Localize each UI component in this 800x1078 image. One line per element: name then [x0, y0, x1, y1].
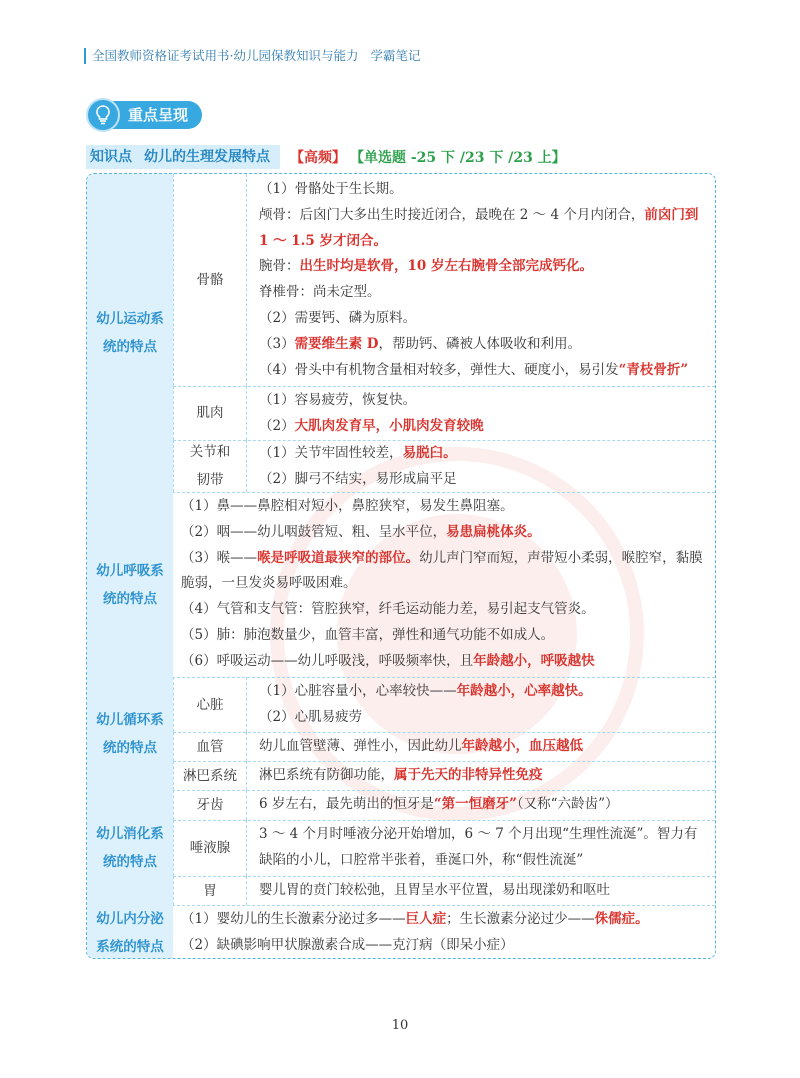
- text-line: [259, 441, 705, 467]
- sub-stomach: [173, 876, 247, 905]
- sub-vessel: [173, 732, 247, 761]
- joint-line-1b: 易脱臼。: [402, 445, 457, 461]
- text-line: [181, 597, 705, 623]
- text-line: [259, 734, 705, 760]
- lymph-line-a: 淋巴系统有防御功能，: [259, 767, 394, 783]
- section-title-label: 重点呈现: [108, 101, 202, 129]
- resp-line-5: （4）气管和支气管：管腔狭窄，纤毛运动能力差，易引起支气管炎。: [181, 601, 595, 618]
- resp-line-3c: 幼儿声门窄而短，声带短小柔弱，喉腔窄，黏膜: [419, 549, 703, 566]
- text-line: [259, 388, 705, 414]
- text-line: [181, 571, 705, 597]
- sub-vessel-label: 血管: [196, 738, 224, 755]
- category-circ: [87, 677, 173, 790]
- sub-teeth-label: 牙齿: [196, 797, 224, 813]
- sub-saliva-label: 唾液腺: [189, 840, 231, 856]
- sub-lymph: [173, 761, 247, 790]
- bone-line-8a: （4）骨头中有机物含量相对较多，弹性大、硬度小，易引发: [259, 361, 619, 378]
- knowledge-point-bar: [86, 145, 716, 169]
- circ-section: [87, 677, 715, 790]
- knowledge-tag: 知识点: [90, 149, 132, 165]
- muscle-line-2b: 大肌肉发育早，小肌肉发育较晚: [294, 417, 484, 434]
- teeth-line-b: “第一恒磨牙”: [433, 796, 517, 812]
- header-title: 全国教师资格证考试用书·幼儿园保教知识与能力: [92, 48, 359, 63]
- resp-line-2b: 易患扁桃体炎。: [446, 523, 541, 540]
- text-line: [259, 467, 705, 493]
- heart-line-1a: （1）心脏容量小，心率较快——: [259, 683, 457, 699]
- bone-line-3: 1 ～ 1.5 岁才闭合。: [259, 232, 387, 249]
- joint-line-2: （2）脚弓不结实，易形成扁平足: [259, 470, 457, 487]
- resp-line-3b: 喉是呼吸道最狭窄的部位。: [257, 549, 420, 566]
- text-line: [181, 494, 705, 520]
- lymph-content: [247, 763, 715, 789]
- text-line: [259, 177, 705, 203]
- text-line: [259, 848, 705, 874]
- resp-line-7a: （6）呼吸运动——幼儿呼吸浅，呼吸频率快，且: [181, 652, 474, 669]
- motor-section: [87, 174, 715, 492]
- header-subtitle: 学霸笔记: [370, 48, 421, 63]
- text-line: [259, 414, 705, 440]
- knowledge-point-label: [86, 145, 280, 169]
- bone-line-2a: 颅骨：后囟门大多出生时接近闭合，最晚在 2 ～ 4 个月内闭合，: [259, 206, 645, 223]
- teeth-line-a: 6 岁左右，最先萌出的恒牙是: [259, 796, 434, 812]
- saliva-line-1: 3 ～ 4 个月时唾液分泌开始增加，6 ～ 7 个月出现“生理性流涎”。智力有: [259, 826, 698, 842]
- vessel-content: [247, 734, 715, 760]
- text-line: [181, 933, 705, 959]
- bone-line-6: （2）需要钙、磷为原料。: [259, 309, 417, 326]
- text-line: [181, 649, 705, 675]
- resp-line-1: （1）鼻——鼻腔相对短小，鼻腔狭窄，易发生鼻阻塞。: [181, 498, 514, 514]
- category-resp-label: 幼儿呼吸系统的特点: [96, 562, 164, 607]
- joint-line-1a: （1）关节牢固性较差，: [259, 445, 403, 461]
- endo-content: [173, 907, 715, 959]
- sub-stomach-label: 胃: [203, 882, 217, 899]
- text-line: [259, 203, 705, 229]
- teeth-line-c: （又称“六龄齿”）: [516, 796, 619, 812]
- text-line: [181, 546, 705, 572]
- running-header: [84, 48, 421, 64]
- text-line: [181, 520, 705, 546]
- category-motor: [87, 174, 173, 492]
- endo-line-1c: ；生长激素分泌过少——: [446, 911, 595, 927]
- text-line: [259, 332, 705, 358]
- resp-content: [173, 494, 715, 675]
- muscle-content: [247, 388, 715, 440]
- bone-line-2b: 前囟门到: [644, 206, 699, 223]
- bone-line-5: 脊椎骨：尚未定型。: [259, 284, 381, 301]
- bone-line-7c: ，帮助钙、磷被人体吸收和利用。: [378, 335, 582, 352]
- joint-content: [247, 441, 715, 493]
- bone-line-8b: “青枝骨折”: [618, 361, 689, 378]
- exam-badge: 【单选题 -25 下 /23 下 /23 上】: [350, 150, 566, 166]
- lightbulb-icon: [86, 98, 120, 132]
- endo-line-2: （2）缺碘影响甲状腺激素合成——克汀病（即呆小症）: [181, 936, 514, 953]
- text-line: [259, 792, 705, 818]
- sub-heart: [173, 677, 247, 732]
- divider: [173, 820, 715, 821]
- heart-line-2: （2）心肌易疲劳: [259, 708, 363, 725]
- vessel-line-a: 幼儿血管壁薄、弹性小，因此幼儿: [259, 738, 462, 754]
- text-line: [259, 358, 705, 384]
- sub-joint-label-2: 韧带: [196, 472, 224, 488]
- resp-line-4: 脆弱，一旦发炎易呼吸困难。: [181, 575, 357, 592]
- heart-content: [247, 679, 715, 731]
- endo-line-1a: （1）婴幼儿的生长激素分泌过多——: [181, 911, 406, 927]
- sub-joint: [173, 440, 247, 492]
- endo-line-1d: 侏儒症。: [594, 911, 649, 927]
- category-digest: [87, 790, 173, 905]
- vessel-line-b: 年龄越小，血压越低: [461, 738, 583, 754]
- text-line: [259, 306, 705, 332]
- text-line: [259, 705, 705, 731]
- text-line: [181, 907, 705, 933]
- sub-bone-label: 骨骼: [196, 272, 224, 288]
- sub-saliva: [173, 820, 247, 876]
- digest-section: [87, 790, 715, 905]
- category-circ-label: 幼儿循环系统的特点: [96, 711, 164, 756]
- bone-content: [247, 177, 715, 383]
- resp-line-6: （5）肺：肺泡数量少，血管丰富，弹性和通气功能不如成人。: [181, 626, 555, 643]
- sub-teeth: [173, 790, 247, 820]
- sub-heart-label: 心脏: [196, 696, 224, 713]
- text-line: [181, 623, 705, 649]
- sub-muscle-label: 肌肉: [196, 405, 224, 421]
- endo-section: [87, 905, 715, 959]
- stomach-line-1: 婴儿胃的贲门较松弛，且胃呈水平位置，易出现漾奶和呕吐: [259, 882, 610, 898]
- category-motor-label: 幼儿运动系统的特点: [96, 311, 164, 355]
- saliva-content: [247, 822, 715, 874]
- divider: [173, 732, 715, 733]
- bone-line-1: （1）骨骼处于生长期。: [259, 181, 403, 197]
- category-digest-label: 幼儿消化系统的特点: [96, 825, 164, 870]
- endo-line-1b: 巨人症: [405, 911, 447, 927]
- resp-section: [87, 492, 715, 677]
- bone-line-4a: 腕骨：: [259, 258, 300, 275]
- lymph-line-b: 属于先天的非特异性免疫: [394, 767, 543, 783]
- saliva-line-2: 缺陷的小儿，口腔常半张着，垂涎口外，称“假性流涎”: [259, 851, 584, 868]
- divider: [173, 761, 715, 762]
- sub-bone: [173, 174, 247, 386]
- text-line: [259, 280, 705, 306]
- muscle-line-1: （1）容易疲劳，恢复快。: [259, 392, 417, 408]
- text-line: [259, 763, 705, 789]
- bone-line-7a: （3）: [259, 335, 295, 352]
- frequency-badge: 【高频】: [290, 150, 346, 166]
- text-line: [259, 254, 705, 280]
- category-endo-label: 幼儿内分泌系统的特点: [96, 910, 164, 955]
- teeth-content: [247, 792, 715, 818]
- page-number: 10: [391, 1018, 409, 1033]
- section-title: [86, 98, 202, 132]
- knowledge-name: 幼儿的生理发展特点: [144, 149, 270, 165]
- text-line: [259, 878, 705, 904]
- text-line: [259, 822, 705, 848]
- heart-line-1b: 年龄越小，心率越快。: [456, 683, 592, 699]
- bone-line-4b: 出生时均是软骨，10 岁左右腕骨全部完成钙化。: [299, 258, 593, 275]
- resp-line-2a: （2）咽——幼儿咽鼓管短、粗、呈水平位，: [181, 523, 447, 540]
- notes-table: [86, 173, 716, 959]
- resp-line-3a: （3）喉——: [181, 549, 258, 566]
- sub-muscle: [173, 386, 247, 440]
- category-endo: [87, 905, 173, 959]
- divider: [173, 876, 715, 877]
- bone-line-7b: 需要维生素 D: [294, 335, 379, 352]
- sub-lymph-label: 淋巴系统: [183, 767, 237, 784]
- sub-joint-label-1: 关节和: [189, 444, 231, 460]
- divider: [173, 386, 715, 387]
- muscle-line-2a: （2）: [259, 417, 295, 434]
- text-line: [259, 229, 705, 255]
- category-resp: [87, 492, 173, 677]
- resp-line-7b: 年龄越小，呼吸越快: [473, 652, 595, 669]
- stomach-content: [247, 878, 715, 904]
- text-line: [259, 679, 705, 705]
